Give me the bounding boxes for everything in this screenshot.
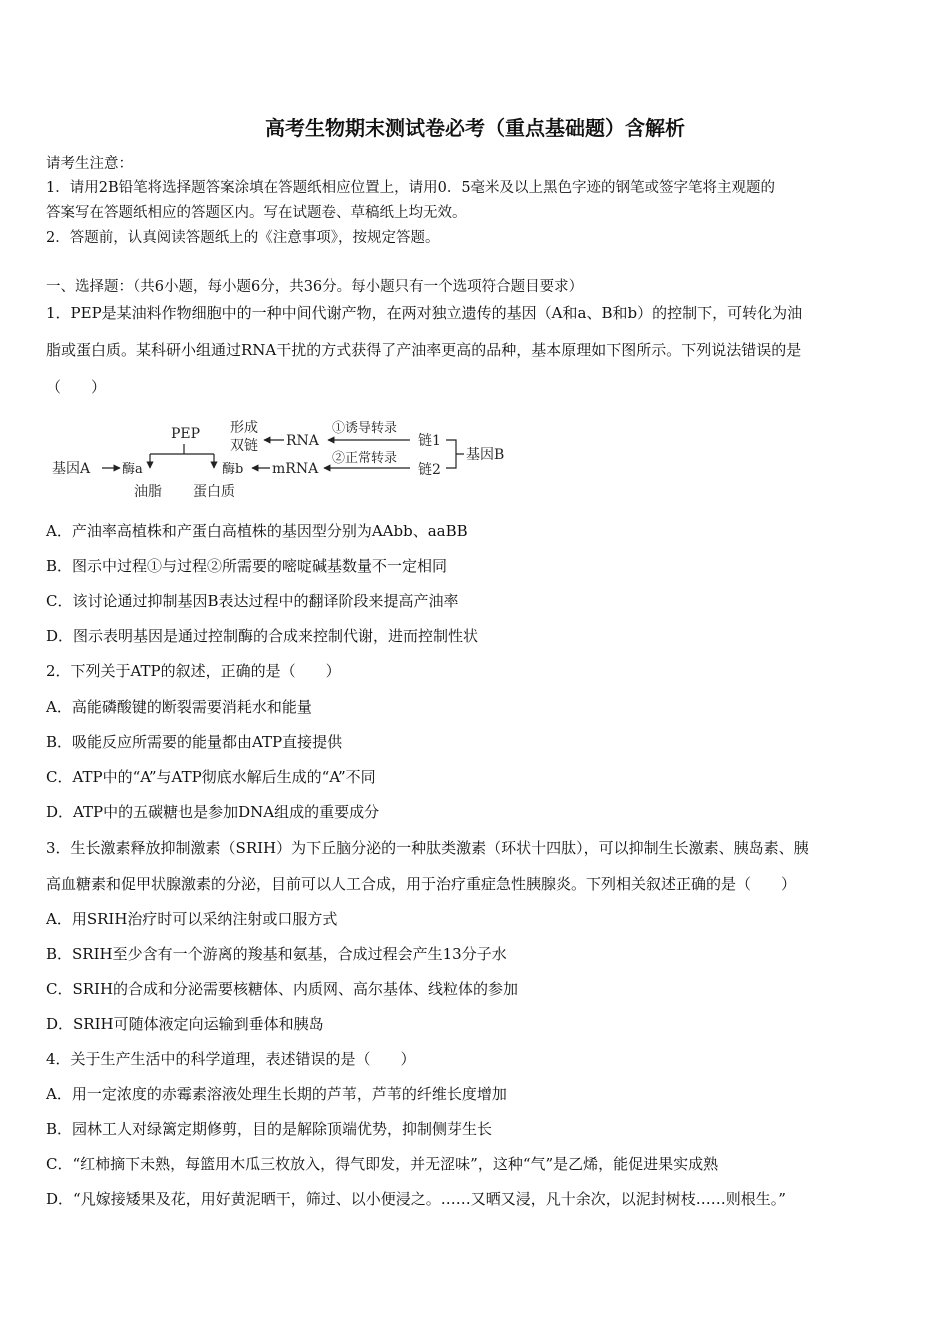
q3-option-b: B．SRIH至少含有一个游离的羧基和氨基，合成过程会产生13分子水: [46, 945, 507, 963]
q1-option-b: B．图示中过程①与过程②所需要的嘧啶碱基数量不一定相同: [46, 557, 448, 575]
label-form: 形成: [230, 420, 258, 436]
q2-option-b: B．吸能反应所需要的能量都由ATP直接提供: [46, 733, 343, 751]
q2-option-d: D．ATP中的五碳糖也是参加DNA组成的重要成分: [46, 803, 380, 821]
q1-stem-line-1: 1．PEP是某油料作物细胞中的一种中间代谢产物，在两对独立遗传的基因（A和a、B和b）的控制下，可转化为油: [46, 304, 803, 322]
q2-option-c: C．ATP中的“A”与ATP彻底水解后生成的“A”不同: [46, 768, 376, 786]
label-gene-a: 基因A: [52, 461, 91, 477]
q1-diagram: [46, 410, 546, 506]
q1-stem-line-2: 脂或蛋白质。某科研小组通过RNA干扰的方式获得了产油率更高的品种，基本原理如下图所示。下列说法错误的是: [46, 341, 802, 359]
q4-option-c: C．“红柿摘下未熟，每篮用木瓜三枚放入，得气即发，并无涩味”，这种“气”是乙烯，能促进果实成熟: [46, 1155, 719, 1173]
q1-option-c: C．该讨论通过抑制基因B表达过程中的翻译阶段来提高产油率: [46, 592, 459, 610]
q3-option-d: D．SRIH可随体液定向运输到垂体和胰岛: [46, 1015, 324, 1033]
notice-line-1b: 答案写在答题纸相应的答题区内。写在试题卷、草稿纸上均无效。: [46, 205, 467, 221]
label-chain-1: 链1: [418, 433, 441, 449]
q4-stem: 4．关于生产生活中的科学道理，表述错误的是（ ）: [46, 1050, 416, 1068]
q3-stem-line-1: 3．生长激素释放抑制激素（SRIH）为下丘脑分泌的一种肽类激素（环状十四肽），可以抑制生长激素、胰岛素、胰: [46, 839, 809, 857]
label-enzyme-b: 酶b: [222, 462, 244, 477]
q2-option-a: A．高能磷酸键的断裂需要消耗水和能量: [46, 698, 312, 716]
notice-heading: 请考生注意：: [46, 156, 133, 172]
notice-line-1: 1．请用2B铅笔将选择题答案涂填在答题纸相应位置上，请用0．5毫米及以上黑色字迹的钢笔或签字笔将主观题的: [46, 180, 776, 196]
notice-line-2: 2．答题前，认真阅读答题纸上的《注意事项》，按规定答题。: [46, 230, 440, 246]
label-rna: RNA: [286, 433, 319, 449]
label-chain-2: 链2: [418, 462, 441, 478]
label-gene-b: 基因B: [466, 447, 505, 463]
pathway-diagram: [46, 410, 546, 506]
q3-stem-line-2: 高血糖素和促甲状腺激素的分泌，目前可以人工合成，用于治疗重症急性胰腺炎。下列相关叙述正确的是（ ）: [46, 875, 797, 893]
label-enzyme-a: 酶a: [122, 462, 143, 477]
q3-option-a: A．用SRIH治疗时可以采纳注射或口服方式: [46, 910, 338, 928]
q1-option-d: D．图示表明基因是通过控制酶的合成来控制代谢，进而控制性状: [46, 627, 479, 645]
gene-b-bracket: [446, 440, 464, 468]
label-mrna: mRNA: [272, 461, 319, 477]
label-step-1: ①诱导转录: [332, 421, 398, 436]
q1-option-a: A．产油率高植株和产蛋白高植株的基因型分别为AAbb、aaBB: [46, 522, 468, 540]
q4-option-b: B．园林工人对绿篱定期修剪，目的是解除顶端优势，抑制侧芽生长: [46, 1120, 493, 1138]
label-protein: 蛋白质: [193, 484, 235, 500]
page-title: 高考生物期末测试卷必考（重点基础题）含解析: [265, 116, 685, 140]
q3-option-c: C．SRIH的合成和分泌需要核糖体、内质网、高尔基体、线粒体的参加: [46, 980, 519, 998]
q4-option-a: A．用一定浓度的赤霉素溶液处理生长期的芦苇，芦苇的纤维长度增加: [46, 1085, 507, 1103]
label-double: 双链: [230, 438, 258, 454]
q4-option-d: D．“凡嫁接矮果及花，用好黄泥晒干，筛过、以小便浸之。……又晒又浸，凡十余次，以泥封树枝……则根生。”: [46, 1190, 786, 1208]
label-pep: PEP: [171, 426, 201, 442]
q2-stem: 2．下列关于ATP的叙述，正确的是（ ）: [46, 662, 341, 680]
q1-stem-line-3: （ ）: [46, 378, 107, 396]
section-heading: 一、选择题：（共6小题，每小题6分，共36分。每小题只有一个选项符合题目要求）: [46, 279, 584, 295]
label-oil: 油脂: [134, 484, 162, 500]
label-step-2: ②正常转录: [332, 451, 398, 466]
